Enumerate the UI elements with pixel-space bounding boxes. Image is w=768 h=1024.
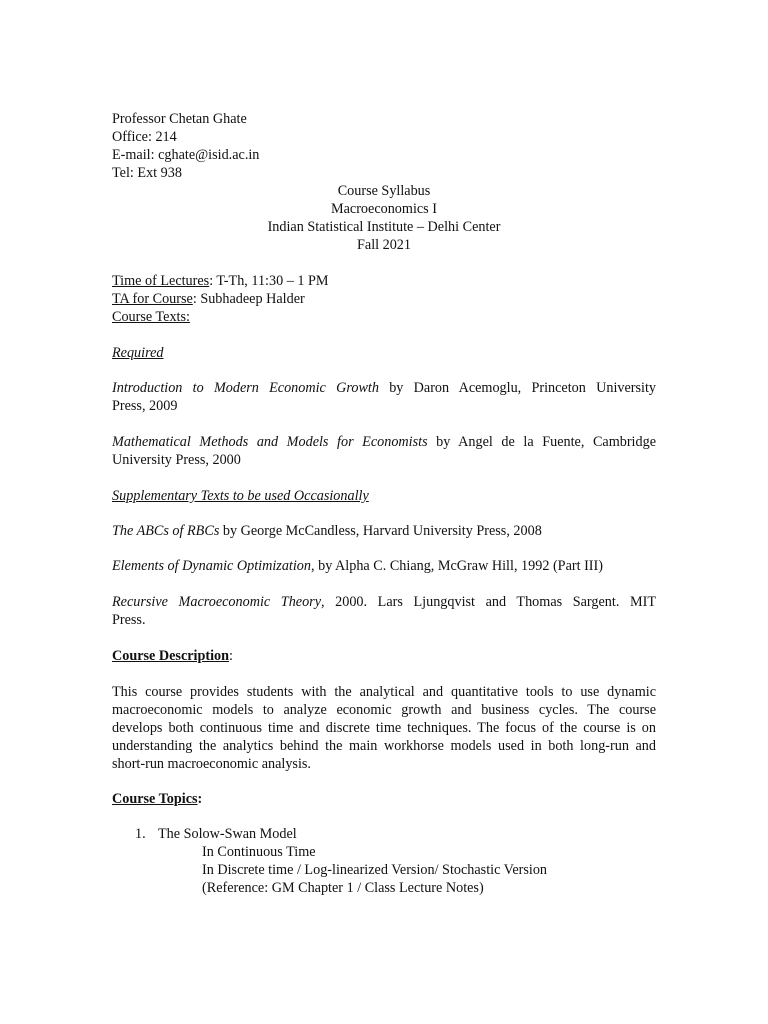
- description-heading-text: Course Description: [112, 648, 230, 664]
- supplementary-book-3-rest: , 2000. Lars Ljungqvist and Thomas Sargent. MIT: [321, 594, 656, 610]
- ta-value: : Subhadeep Halder: [192, 291, 305, 307]
- supplementary-book-3-line2: Press.: [112, 612, 146, 628]
- description-paragraph: [112, 683, 656, 773]
- description-line: short-run macroeconomic analysis.: [112, 756, 311, 772]
- required-heading: [112, 344, 163, 362]
- course-name: Macroeconomics I: [331, 201, 437, 217]
- supplementary-heading-text: Supplementary Texts to be used Occasionally: [112, 488, 369, 504]
- description-line: This course provides students with the analytical and quantitative tools to use dynamic: [112, 684, 656, 700]
- description-line: understanding the analytics behind the main workhorse models used in both long-run and: [112, 738, 656, 754]
- topic-1-sub-item: In Continuous Time: [202, 844, 316, 860]
- topics-heading: [112, 790, 202, 808]
- topic-1-number: 1.: [135, 826, 146, 842]
- ta-line: [112, 290, 305, 308]
- required-book-2-title: Mathematical Methods and Models for Economists: [112, 434, 428, 450]
- lecture-time-value: : T-Th, 11:30 – 1 PM: [209, 273, 329, 289]
- supplementary-heading: [112, 487, 369, 505]
- supplementary-book-3: [112, 593, 656, 629]
- required-book-2-line2: University Press, 2000: [112, 452, 241, 468]
- supplementary-book-1-rest: by George McCandless, Harvard University Press, 2008: [219, 523, 542, 539]
- required-book-2: [112, 433, 656, 469]
- lecture-time-label: Time of Lectures: [112, 273, 210, 289]
- required-book-1-rest: by Daron Acemoglu, Princeton University: [378, 380, 657, 396]
- ta-label: TA for Course: [112, 291, 193, 307]
- description-heading-colon: :: [229, 648, 233, 664]
- supplementary-book-3-title: Recursive Macroeconomic Theory: [112, 594, 321, 610]
- supplementary-book-1: [112, 522, 542, 540]
- required-book-2-rest: by Angel de la Fuente, Cambridge: [427, 434, 656, 450]
- institute-name: Indian Statistical Institute – Delhi Center: [267, 219, 501, 235]
- term: Fall 2021: [357, 237, 411, 253]
- required-heading-text: Required: [112, 345, 164, 361]
- course-texts-line: [112, 308, 190, 326]
- supplementary-book-2: [112, 557, 603, 575]
- required-book-1-title: Introduction to Modern Economic Growth: [112, 380, 379, 396]
- description-line: macroeconomic models to analyze economic growth and business cycles. The course: [112, 702, 656, 718]
- topic-1-title: The Solow-Swan Model: [158, 826, 297, 842]
- description-heading: [112, 647, 233, 665]
- topics-heading-text: Course Topics: [112, 791, 198, 807]
- email-line: E-mail: cghate@isid.ac.in: [112, 147, 260, 163]
- description-line: develops both continuous time and discrete time techniques. The focus of the course is on: [112, 720, 656, 736]
- required-book-1-line2: Press, 2009: [112, 398, 178, 414]
- syllabus-title: Course Syllabus: [337, 183, 431, 199]
- supplementary-book-1-title: The ABCs of RBCs: [112, 523, 220, 539]
- course-texts-label: Course Texts:: [112, 309, 190, 325]
- topic-1-sub-item: In Discrete time / Log-linearized Version/ Stochastic Version: [202, 862, 548, 878]
- supplementary-book-2-rest: , by Alpha C. Chiang, McGraw Hill, 1992 (Part III): [311, 558, 603, 574]
- lecture-time-line: [112, 272, 329, 290]
- required-book-1: [112, 379, 656, 415]
- topic-1-sub-item: (Reference: GM Chapter 1 / Class Lecture Notes): [202, 880, 484, 896]
- tel-line: Tel: Ext 938: [112, 165, 182, 181]
- professor-name: Professor Chetan Ghate: [112, 111, 247, 127]
- office-line: Office: 214: [112, 129, 177, 145]
- topics-heading-colon: :: [197, 791, 203, 807]
- supplementary-book-2-title: Elements of Dynamic Optimization: [112, 558, 311, 574]
